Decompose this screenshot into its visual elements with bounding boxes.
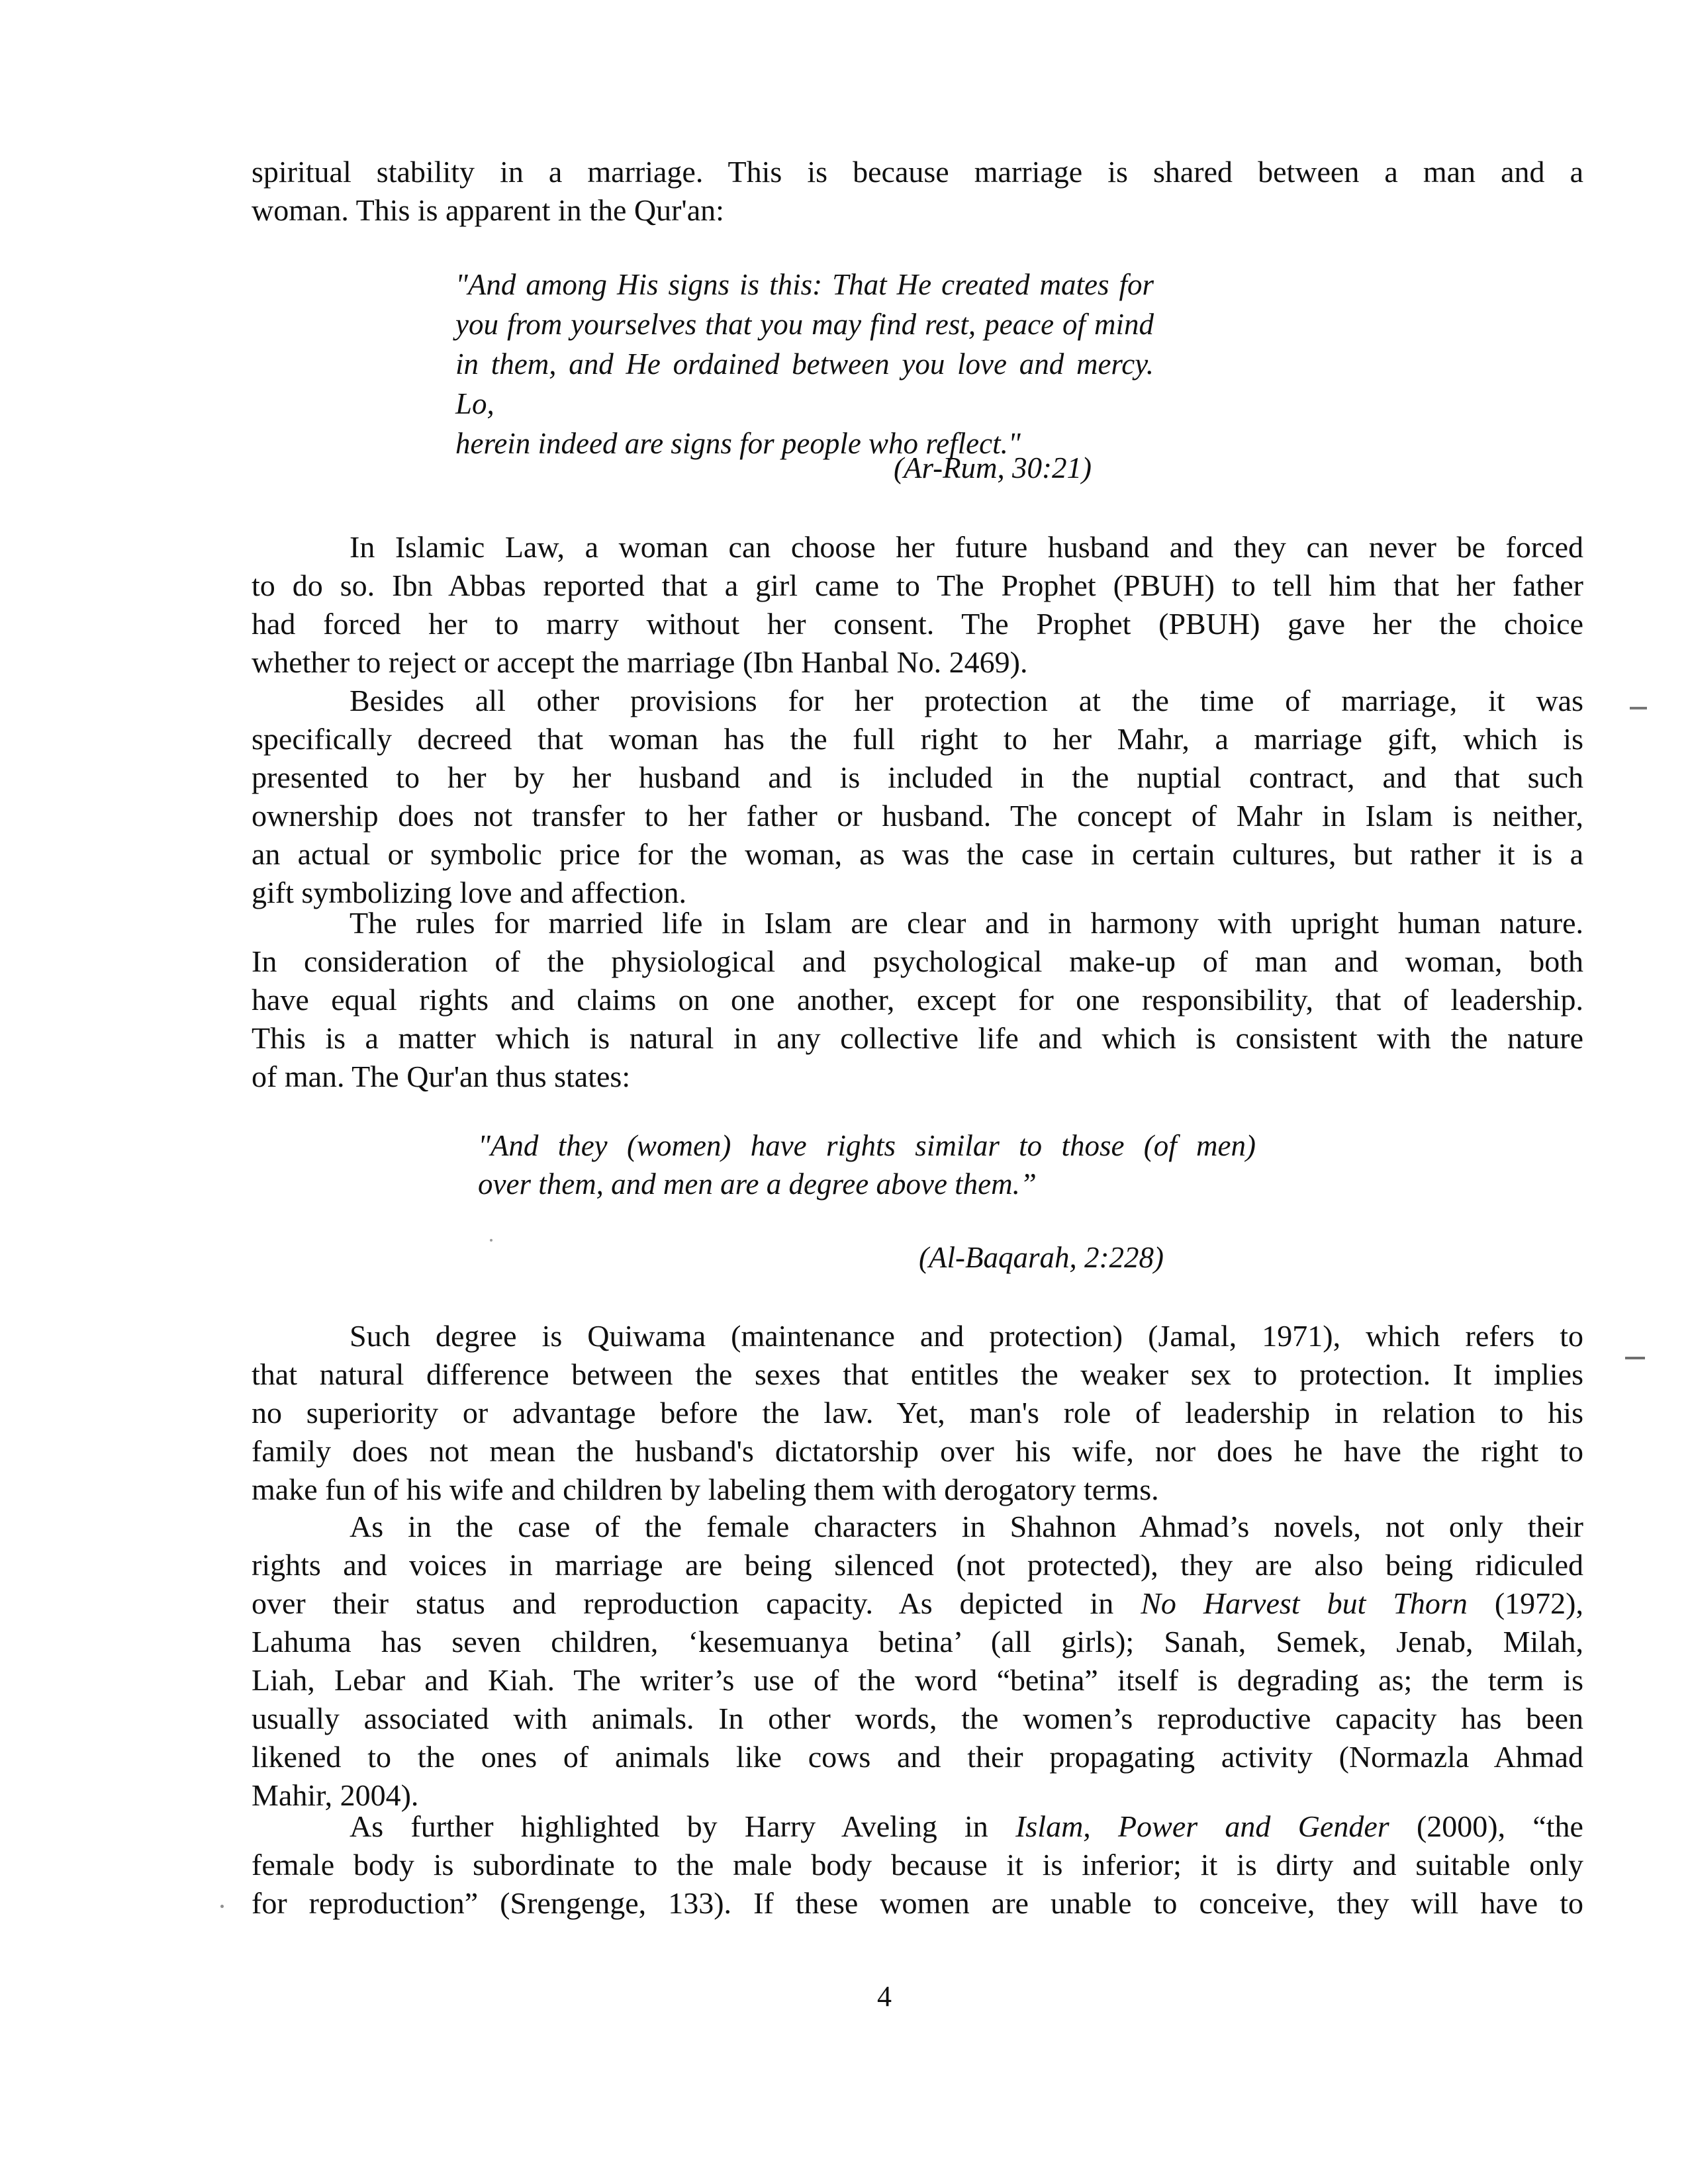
text-line	[252, 1661, 1583, 1700]
page-number: 4	[877, 1980, 892, 2013]
text-segment: Liah, Lebar and Kiah. The writer’s use of the word “betina” itself is degrading as; the term is	[252, 1663, 1583, 1697]
text-segment: over them, and men are a degree above them.”	[478, 1167, 1037, 1201]
text-segment: had forced her to marry without her consent. The Prophet (PBUH) gave her the choice	[252, 607, 1583, 641]
text-line	[252, 1508, 1583, 1546]
text-segment: that natural difference between the sexes that entitles the weaker sex to protection. It implies	[252, 1357, 1583, 1391]
text-line	[252, 191, 1583, 230]
text-segment: (2000), “the	[1389, 1809, 1583, 1843]
paragraph-shahnon-ahmad-novels	[252, 1508, 1583, 1815]
text-line	[252, 1019, 1583, 1058]
text-segment: rights and voices in marriage are being silenced (not protected), they are also being ridiculed	[252, 1548, 1583, 1582]
text-line	[252, 1807, 1583, 1846]
text-line	[252, 528, 1583, 567]
text-line	[252, 904, 1583, 942]
text-segment: Such degree is Quiwama (maintenance and protection) (Jamal, 1971), which refers to	[350, 1319, 1583, 1353]
text-line	[455, 265, 1154, 304]
text-segment: gift symbolizing love and affection.	[252, 876, 687, 909]
text-line	[252, 1432, 1583, 1471]
text-segment: of man. The Qur'an thus states:	[252, 1060, 631, 1093]
scan-artifact-dash	[1625, 1357, 1645, 1359]
text-segment: you from yourselves that you may find rest, peace of mind	[455, 308, 1154, 341]
text-segment: "And among His signs is this: That He created mates for	[455, 268, 1154, 301]
text-segment: woman. This is apparent in the Qur'an:	[252, 193, 724, 227]
text-line	[252, 1317, 1583, 1355]
text-segment: usually associated with animals. In other words, the women’s reproductive capacity has been	[252, 1702, 1583, 1735]
text-segment: for reproduction” (Srengenge, 133). If these women are unable to conceive, they will have to	[252, 1886, 1583, 1920]
text-segment: In Islamic Law, a woman can choose her future husband and they can never be forced	[350, 530, 1583, 564]
text-line	[252, 643, 1583, 682]
text-line	[252, 758, 1583, 797]
text-line	[455, 304, 1154, 344]
text-line	[252, 1623, 1583, 1661]
paragraph-harry-aveling	[252, 1807, 1583, 1923]
text-line	[252, 567, 1583, 605]
italic-title-text: No Harvest but Thorn	[1141, 1586, 1468, 1620]
text-line	[252, 942, 1583, 981]
text-segment: to do so. Ibn Abbas reported that a girl came to The Prophet (PBUH) to tell him that her father	[252, 569, 1583, 602]
scan-artifact-dash	[1630, 707, 1647, 709]
text-segment: in them, and He ordained between you love and mercy. Lo,	[455, 347, 1154, 420]
text-segment: Besides all other provisions for her protection at the time of marriage, it was	[350, 684, 1583, 717]
text-segment: (1972),	[1467, 1586, 1583, 1620]
text-line	[252, 1394, 1583, 1432]
text-segment: As further highlighted by Harry Aveling in	[350, 1809, 1016, 1843]
paragraph-married-life-rules	[252, 904, 1583, 1096]
text-segment: likened to the ones of animals like cows and their propagating activity (Normazla Ahmad	[252, 1740, 1583, 1774]
text-line	[478, 1126, 1256, 1165]
scan-artifact-speck	[220, 1905, 224, 1908]
text-segment: ownership does not transfer to her father or husband. The concept of Mahr in Islam is neither,	[252, 799, 1583, 833]
text-segment: female body is subordinate to the male body because it is inferior; it is dirty and suitable only	[252, 1848, 1583, 1882]
text-line	[252, 835, 1583, 874]
text-line	[252, 797, 1583, 835]
text-line	[252, 981, 1583, 1019]
text-segment: This is a matter which is natural in any collective life and which is consistent with the nature	[252, 1021, 1583, 1055]
text-line	[252, 1884, 1583, 1923]
text-segment: "And they (women) have rights similar to those (of men)	[478, 1129, 1256, 1162]
text-segment: As in the case of the female characters in Shahnon Ahmad’s novels, not only their	[350, 1510, 1583, 1543]
citation-al-baqarah: (Al-Baqarah, 2:228)	[919, 1241, 1164, 1274]
text-line	[252, 1058, 1583, 1096]
text-segment: Mahir, 2004).	[252, 1778, 419, 1812]
paragraph-islamic-law	[252, 528, 1583, 682]
text-line	[252, 153, 1583, 191]
quran-quote-al-baqarah	[478, 1126, 1256, 1203]
text-line	[252, 1471, 1583, 1509]
quran-quote-ar-rum	[455, 265, 1154, 463]
text-segment: family does not mean the husband's dictatorship over his wife, nor does he have the right to	[252, 1434, 1583, 1468]
paragraph-mahr	[252, 682, 1583, 912]
text-segment: over their status and reproduction capacity. As depicted in	[252, 1586, 1141, 1620]
text-line	[252, 720, 1583, 758]
text-line	[252, 1584, 1583, 1623]
italic-title-text: Islam, Power and Gender	[1015, 1809, 1389, 1843]
text-segment: Lahuma has seven children, ‘kesemuanya betina’ (all girls); Sanah, Semek, Jenab, Milah,	[252, 1625, 1583, 1659]
text-segment: presented to her by her husband and is included in the nuptial contract, and that such	[252, 760, 1583, 794]
citation-ar-rum: (Ar-Rum, 30:21)	[894, 451, 1092, 484]
text-segment: an actual or symbolic price for the woman, as was the case in certain cultures, but rather it is a	[252, 837, 1583, 871]
text-segment: In consideration of the physiological and psychological make-up of man and woman, both	[252, 944, 1583, 978]
text-line	[252, 605, 1583, 643]
text-line	[252, 1355, 1583, 1394]
text-segment: herein indeed are signs for people who reflect."	[455, 427, 1021, 460]
paragraph-quiwama	[252, 1317, 1583, 1509]
text-segment: make fun of his wife and children by labeling them with derogatory terms.	[252, 1473, 1159, 1506]
text-segment: no superiority or advantage before the law. Yet, man's role of leadership in relation to his	[252, 1396, 1583, 1430]
scan-artifact-speck	[490, 1239, 492, 1242]
text-segment: spiritual stability in a marriage. This is because marriage is shared between a man and a	[252, 155, 1583, 189]
text-segment: whether to reject or accept the marriage (Ibn Hanbal No. 2469).	[252, 645, 1028, 679]
text-segment: specifically decreed that woman has the full right to her Mahr, a marriage gift, which is	[252, 722, 1583, 756]
text-segment: have equal rights and claims on one another, except for one responsibility, that of leadership.	[252, 983, 1583, 1017]
text-line	[252, 1738, 1583, 1776]
text-line	[252, 1846, 1583, 1884]
text-line	[252, 1700, 1583, 1738]
text-segment: The rules for married life in Islam are clear and in harmony with upright human nature.	[350, 906, 1583, 940]
text-line	[252, 1546, 1583, 1584]
paragraph-marriage-intro	[252, 153, 1583, 230]
text-line	[252, 682, 1583, 720]
text-line	[478, 1165, 1256, 1203]
text-line	[455, 344, 1154, 424]
